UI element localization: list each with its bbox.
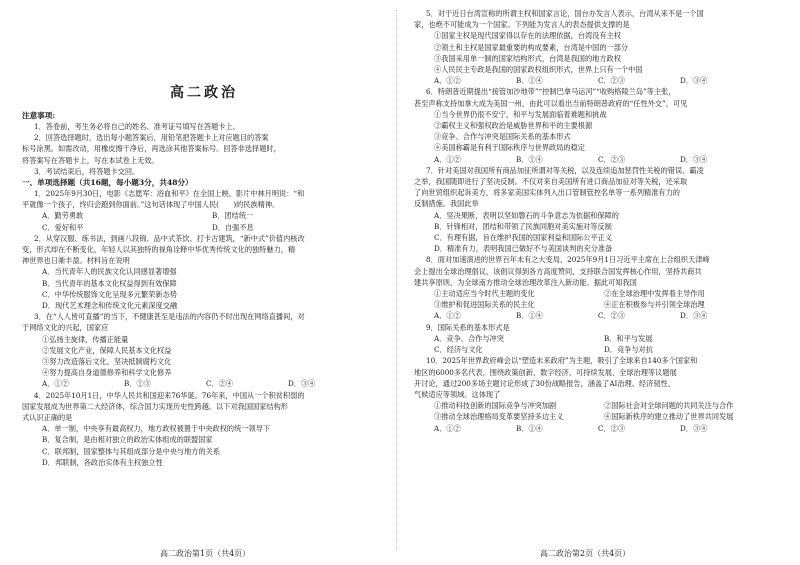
question-stem: 甚至声称支持加拿大成为美国一州，由此可以看出当前特朗普政府的“任性外交”，可见: [414, 98, 688, 108]
question-stem: 3．在“人人皆可直播”的当下，不健康甚至是违法的内容仍不时出现在网络直播间，对: [34, 312, 305, 322]
question-stem: 会上提出全球治理倡议，该倡议得到各方高度赞同，支持联合国发挥核心作用，坚持共商共: [414, 266, 702, 276]
option-text: ③努力改造落后文化，坚决抵制腐朽文化: [42, 357, 172, 367]
question-stem: 10．2025年世界政府峰会以“塑造未来政府”为主题，吸引了全球来自140多个国家和: [426, 356, 698, 366]
answer-choice: B．①④: [516, 154, 543, 164]
question-block: [22, 188, 386, 233]
answer-choice: A．①②: [434, 423, 461, 433]
answer-choice: C．②④: [206, 379, 234, 389]
answer-choice-row: [414, 310, 782, 321]
question-stem: 8．面对加速演进的世界百年未有之大变局，2025年9月1日习近平主席在上合组织天津峰: [426, 255, 710, 265]
option-text: ④国际新秩序的建立推动了世界共同发展: [604, 412, 734, 422]
question-block: [22, 390, 386, 468]
option-text: A．当代青年人的民族文化认同感显著增强: [42, 267, 177, 277]
option-text: ④努力提高自身道德修养和科学文化修养: [42, 368, 172, 378]
option-text: A．单一制，中央享有最高权力，地方政权被置于中央政权的统一领导下: [42, 424, 271, 434]
option-text: ④美国称霸是有利于国际秩序与世界政局的稳定: [434, 143, 585, 153]
left-question-list: [22, 188, 386, 468]
notice-item: 3．考试结束后，将答题卡交回。: [34, 166, 140, 176]
answer-choice: A．勤劳勇敢: [42, 211, 84, 221]
question-block: [414, 8, 782, 86]
question-stem: 之举，我国随即进行了坚决反制。不仅对来自美国所有进口商品加征对等关税，还采取: [414, 177, 688, 187]
question-stem: 于网络文化的兴起，国家应: [22, 323, 109, 333]
answer-choice: A．①②: [434, 311, 461, 321]
answer-choice: A．①②: [434, 76, 461, 86]
question-stem: 4．2025年10月1日，中华人民共和国迎来76华诞。76年来，中国从一个积贫积弱的: [34, 390, 305, 400]
answer-choice: A．①②: [434, 154, 461, 164]
question-block: [414, 86, 782, 164]
answer-choice: C．经济与文化: [434, 345, 483, 355]
notice-item: 标号涂黑。如需改动，用橡皮擦干净后，再选涂其他答案标号。回答非选择题时，: [22, 144, 281, 154]
option-text: D．精准有力，表明我国已做好不与美国谈判的充分准备: [434, 244, 613, 254]
question-block: [414, 254, 782, 321]
column-divider: [396, 10, 397, 550]
question-stem: 家，也绝不可能成为一个国家。下列能为发言人的表态提供支撑的是: [414, 20, 630, 30]
answer-choice-row: [22, 378, 386, 389]
answer-choice: C．②③: [598, 154, 626, 164]
answer-choice-row: [22, 210, 386, 221]
option-text: ③维护和促进国际关系的民主化: [434, 300, 535, 310]
option-text: ③我国采用单一制的国家结构形式，台湾是我国的地方政权: [434, 53, 621, 63]
answer-choice: A．竞争、合作与冲突: [434, 333, 504, 343]
option-text: ②霸权主义和强权政治是威胁世界和平的主要根源: [434, 121, 593, 131]
page-footer-left: 高二政治第1页（共4页）: [160, 549, 251, 558]
question-stem: 国家发展成为世界第二大经济体，综合国力实现历史性跨越。以下对我国国家结构形: [22, 401, 288, 411]
question-stem: 神世界也日渐丰盈。材料旨在说明: [22, 256, 130, 266]
option-text: C．有理有据，旨在维护我国的国家利益和国际公平正义: [434, 233, 613, 243]
question-stem: 9．国际关系的基本形式是: [426, 322, 510, 332]
option-row: [414, 411, 782, 422]
right-question-list: [414, 8, 782, 434]
answer-choice: D．③④: [680, 154, 708, 164]
answer-choice: D．③④: [680, 311, 708, 321]
answer-choice-row: [414, 154, 782, 165]
question-stem: 开讨论，通过200多场主题讨论形成了30份战略报告，涵盖了AI治理、经济韧性、: [414, 378, 675, 388]
option-text: D．邦联制，各政治实体有主权独立性: [42, 457, 163, 467]
answer-choice: B．团结统一: [212, 211, 254, 221]
answer-choice: A．①②: [42, 379, 69, 389]
answer-choice-row: [414, 344, 782, 355]
answer-choice: D．自强不息: [212, 222, 254, 232]
left-column: [8, 0, 390, 565]
option-text: B．当代青年的基本文化权益得到有效保障: [42, 278, 177, 288]
option-text: ③竞争、合作与冲突是国际关系的基本形式: [434, 132, 571, 142]
option-text: ①国家主权是现代国家得以存在的法理依据，台湾没有主权: [434, 31, 621, 41]
question-block: [22, 311, 386, 389]
option-text: ④正在积极参与并引领全球治理: [604, 300, 705, 310]
option-row: [414, 299, 782, 310]
question-stem: 6．特朗普近期提出“接管加沙地带”“控制巴拿马运河”“收购格陵兰岛”等主张，: [426, 87, 676, 97]
question-block: [414, 355, 782, 433]
option-text: ①推动科技创新的国际竞争与冲突加剧: [434, 401, 557, 411]
answer-choice: C．②③: [598, 311, 626, 321]
right-column: [404, 0, 786, 565]
option-text: C．联邦制，国家整体与其组成部分是中央与地方的关系: [42, 446, 221, 456]
question-stem: 2．从穿汉服、练书法，到画八段锦、品中式茶饮、打卡古建筑，“新中式”价值内核改: [34, 233, 305, 243]
answer-choice: B．①④: [516, 423, 543, 433]
option-text: C．中华传统服饰文化呈现多元繁荣新态势: [42, 289, 177, 299]
answer-choice: D．③④: [288, 379, 316, 389]
answer-choice: D．③④: [680, 76, 708, 86]
question-stem: 地区的6000多名代表，围绕政策创新、数字经济、可持续发展、全球治理等议题展: [414, 367, 677, 377]
question-stem: 建共享原则，为全球南方推动全球治理改革注入新动能。据此可知我国: [414, 277, 637, 287]
option-text: ④人民民主专政是我国的国家政权组织形式，世界上只有一个中国: [434, 65, 643, 75]
answer-choice: B．①③: [124, 379, 151, 389]
answer-choice-row: [414, 75, 782, 86]
answer-choice-row: [414, 423, 782, 434]
option-text: ③推动全球治理格局变革要坚持多边主义: [434, 412, 564, 422]
option-text: B．复合制，是由相对独立的政治实体组成的联盟国家: [42, 435, 213, 445]
question-stem: 1．2025年9月30日，电影《志愿军：浴血和平》在全国上映。影片中林月明说：“和: [34, 189, 305, 199]
answer-choice-row: [414, 333, 782, 344]
notice-heading: 注意事项:: [22, 111, 56, 120]
answer-choice: B．①④: [516, 76, 543, 86]
answer-choice: C．②③: [598, 423, 626, 433]
answer-choice-row: [22, 222, 386, 233]
answer-choice: B．和平与发展: [604, 333, 653, 343]
answer-choice: D．竞争与对抗: [604, 345, 653, 355]
option-text: ②国际社会对全球问题的共同关注与合作: [604, 401, 734, 411]
notice-item: 1．答卷前，考生务必将自己的姓名、准考证号填写在答题卡上。: [34, 122, 240, 131]
question-stem: 变，形式却在不断变化，年轻人以其独特的视角诠释中华优秀传统文化的独特魅力，精: [22, 245, 296, 255]
option-text: ①当今世界仍很不安宁，和平与发展面临着难题和挑战: [434, 109, 607, 119]
option-text: ①主动适应当今时代主题的变化: [434, 289, 535, 299]
section-heading: 一、单项选择题（共16题，每小题3分，共48分）: [22, 178, 193, 188]
question-stem: 了向世贸组织起诉美方，将多家美国实体列入出口管制管控名单等一系列精准有力的: [414, 188, 680, 198]
question-stem: 式认识正确的是: [22, 413, 73, 423]
question-stem: 5．对于近日台湾宣称的所谓主权和国家言论，国台办发言人表示，台湾从来不是一个国: [426, 9, 704, 18]
question-stem: 反制措施。我国此举: [414, 199, 479, 209]
answer-choice: B．①④: [516, 311, 543, 321]
question-block: [414, 165, 782, 255]
option-text: ②发展文化产业，保障人民基本文化权益: [42, 345, 172, 355]
notice-item: 2．回答选择题时，选出每小题答案后，用铅笔把答题卡上对应题目的答案: [34, 133, 269, 143]
option-row: [414, 288, 782, 299]
notice-list: [22, 121, 386, 177]
option-text: ①弘扬主旋律，传播正能量: [42, 334, 129, 344]
option-row: [414, 400, 782, 411]
option-text: ②在全球治理中发挥着主导作用: [604, 289, 705, 299]
answer-choice: D．③④: [680, 423, 708, 433]
answer-choice: C．②③: [598, 76, 626, 86]
option-text: ②领土和主权是国家最重要的构成要素，台湾是中国的一部分: [434, 42, 629, 52]
question-stem: 平就像一个孩子，终归会跑到你面前。”这句话体现了中国人民( )的民族精神。: [22, 200, 280, 210]
page-footer-right: 高二政治第2页（共4页）: [540, 549, 631, 558]
option-text: A．坚决果断，表明以坚如磐石的斗争意志为依据和保障的: [434, 210, 619, 220]
question-block: [414, 322, 782, 356]
answer-choice: C．爱好和平: [42, 222, 84, 232]
notice-item: 将答案写在答题卡上，写在本试卷上无效。: [22, 155, 159, 165]
question-block: [22, 233, 386, 311]
option-text: B．针锋相对，团结和带领了民族同胞对美实施对等反制: [434, 221, 612, 231]
question-stem: 气候适应等领域。这体现了: [414, 389, 501, 399]
question-stem: 7．针对美国对我国所有商品加征所谓对等关税，以及连续追加惩罚性关税的错误、霸凌: [426, 165, 704, 175]
page-title: 高二政治: [170, 85, 238, 101]
option-text: D．现代艺术理念和传统文化元素深度交融: [42, 301, 178, 311]
